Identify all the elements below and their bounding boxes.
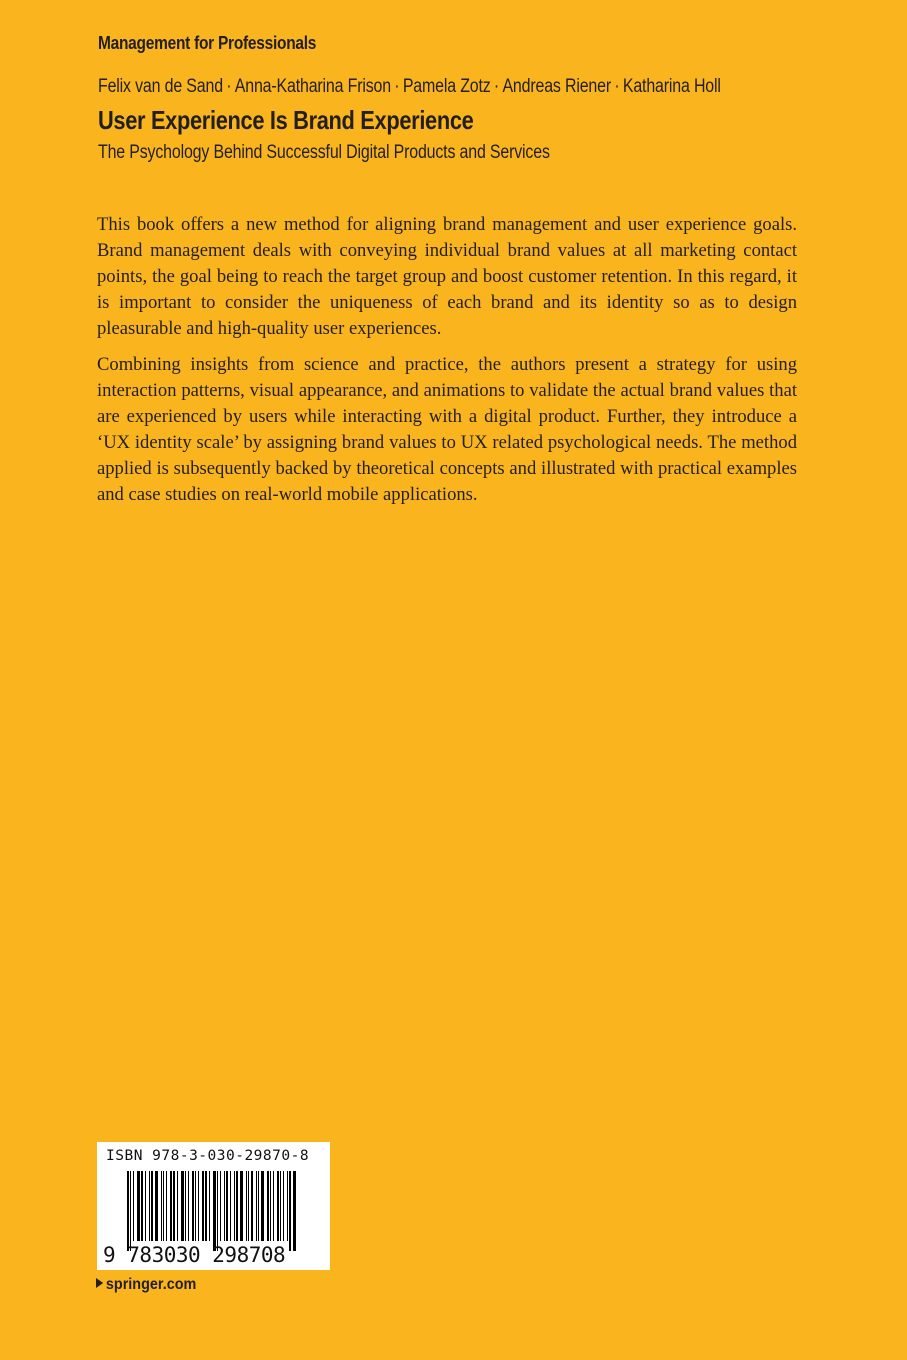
barcode-bar <box>205 1171 207 1241</box>
barcode-bar <box>230 1171 231 1241</box>
barcode-bar <box>177 1171 178 1241</box>
arrow-right-icon <box>96 1278 103 1288</box>
isbn-label: ISBN 978-3-030-29870-8 <box>106 1148 310 1164</box>
barcode-bar <box>280 1171 281 1241</box>
barcode-bar <box>236 1171 238 1241</box>
barcode-bar <box>261 1171 264 1241</box>
barcode-bar <box>192 1171 194 1241</box>
barcode-bar <box>293 1171 296 1251</box>
author-separator: · <box>226 76 232 97</box>
barcode-bar <box>267 1171 269 1241</box>
barcode-bar <box>185 1171 186 1241</box>
author-separator: · <box>493 76 500 97</box>
barcode-bar <box>283 1171 284 1241</box>
barcode-bar <box>209 1171 210 1241</box>
barcode-bar <box>287 1171 288 1241</box>
description-paragraph: Combining insights from science and practice, the authors present a strategy for using interaction patterns, visual appearance, and animations to validate the actual brand values that are experienced by users while interacting with a digital product. Further, they introduce a ‘UX identity scale’ by assigning brand values to UX related psychological needs. The method applied is subsequently backed by theoretical concepts and illustrated with practical examples and case studies on real-world mobile applications. <box>97 354 797 505</box>
author-name: Andreas Riener <box>502 76 611 97</box>
barcode-bar <box>188 1171 189 1241</box>
publisher-link[interactable] <box>96 1276 196 1294</box>
barcode-bar <box>248 1171 249 1241</box>
barcode-bar <box>213 1171 216 1251</box>
author-name: Pamela Zotz <box>402 76 491 97</box>
barcode-icon <box>127 1171 303 1241</box>
barcode-bar <box>234 1171 235 1241</box>
barcode-bar <box>220 1171 221 1241</box>
book-subtitle: The Psychology Behind Successful Digital Products and Services <box>98 142 550 163</box>
ean-digits: 9 783030 298708 <box>103 1243 286 1267</box>
barcode-bar <box>258 1171 259 1241</box>
barcode-bar <box>240 1171 243 1241</box>
barcode-bar <box>170 1171 172 1241</box>
isbn-barcode-box <box>97 1142 330 1270</box>
author-name: Felix van de Sand <box>98 76 223 97</box>
barcode-bar <box>149 1171 150 1241</box>
barcode-bar <box>181 1171 184 1241</box>
author-list <box>98 76 721 98</box>
barcode-bar <box>270 1171 271 1241</box>
author-name: Anna-Katharina Frison <box>234 76 391 97</box>
barcode-bar <box>145 1171 146 1241</box>
barcode-bar <box>161 1171 162 1241</box>
barcode-bar <box>130 1171 131 1251</box>
barcode-bar <box>173 1171 175 1241</box>
description-paragraph: This book offers a new method for aligning brand management and user experience goals. Brand management deals with conveying individual brand values at all marketing contact points, the goal being to reach the target group and boost customer retention. In this regard, it is important to consider the uniqueness of each brand and its identity so as to design pleasurable and high-quality user experiences. <box>97 214 797 339</box>
series-title: Management for Professionals <box>98 33 317 53</box>
barcode-bar <box>226 1171 228 1241</box>
book-description <box>97 212 797 518</box>
barcode-bar <box>256 1171 257 1241</box>
publisher-link-label: springer.com <box>105 1276 197 1293</box>
barcode-bar <box>273 1171 274 1241</box>
barcode-bar <box>141 1171 143 1241</box>
barcode-bar <box>202 1171 204 1241</box>
author-separator: · <box>614 76 620 97</box>
barcode-bar <box>133 1171 134 1241</box>
barcode-bar <box>155 1171 158 1241</box>
barcode-bar <box>127 1171 129 1251</box>
barcode-bar <box>137 1171 140 1241</box>
barcode-bar <box>151 1171 153 1241</box>
barcode-bar <box>246 1171 247 1241</box>
barcode-bar <box>251 1171 253 1241</box>
barcode-bar <box>217 1171 218 1251</box>
barcode-bar <box>277 1171 279 1241</box>
author-name: Katharina Holl <box>622 76 721 97</box>
book-title: User Experience Is Brand Experience <box>98 105 474 135</box>
author-separator: · <box>394 76 400 97</box>
barcode-bar <box>166 1171 167 1241</box>
barcode-bar <box>195 1171 196 1241</box>
barcode-bar <box>163 1171 164 1241</box>
barcode-bar <box>198 1171 199 1241</box>
barcode-bar <box>289 1171 291 1251</box>
barcode-bar <box>224 1171 225 1241</box>
